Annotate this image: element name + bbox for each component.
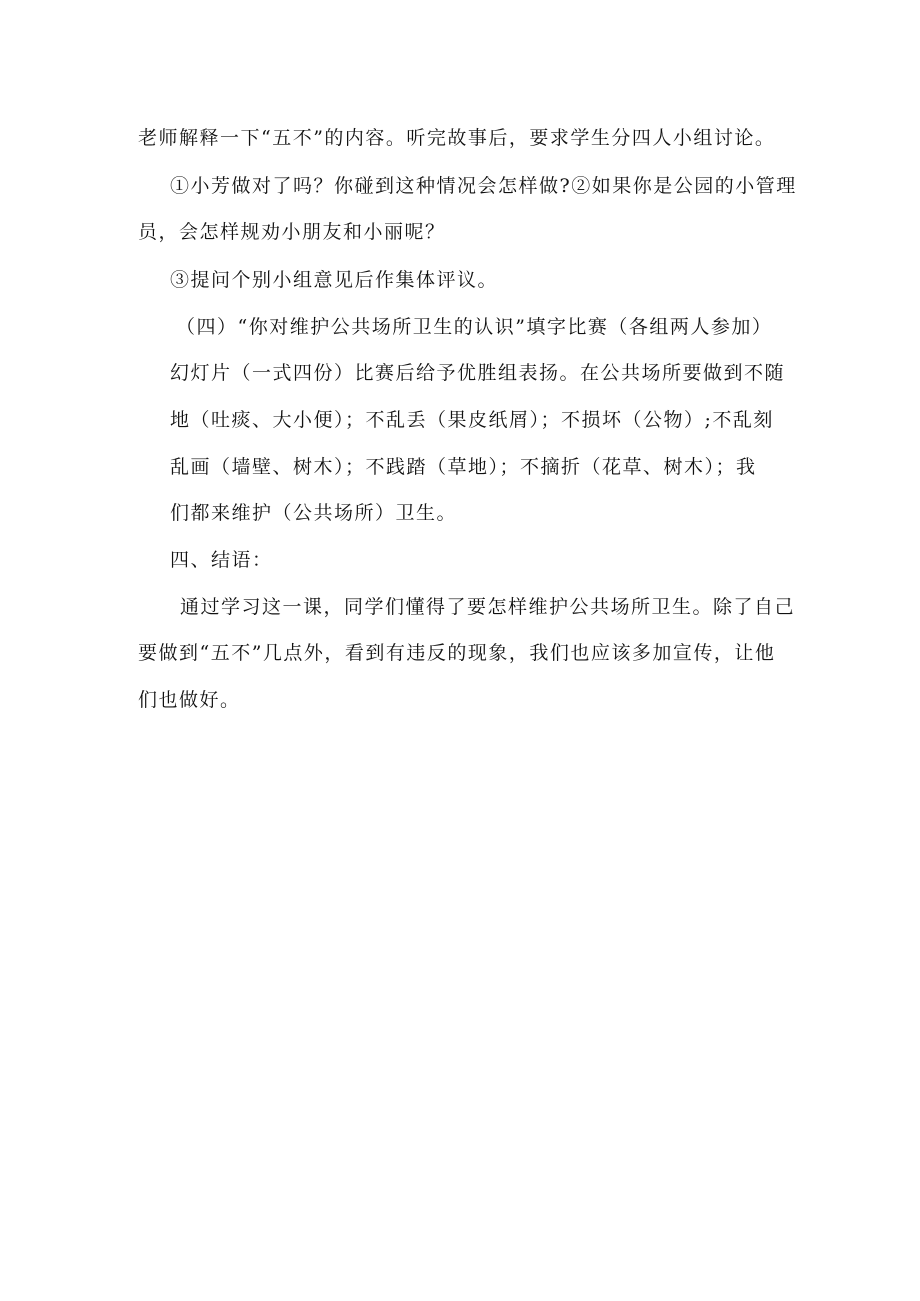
conclusion-line-3: 们也做好。 (138, 689, 241, 711)
conclusion-line-2: 要做到“五不”几点外，看到有违反的现象，我们也应该多加宣传，让他 (138, 642, 776, 664)
paragraph-line-3: 员，会怎样规劝小朋友和小丽呢？ (138, 221, 446, 243)
paragraph-line-2: ①小芳做对了吗？你碰到这种情况会怎样做?②如果你是公园的小管理 (170, 175, 797, 197)
paragraph-line-8: 乱画（墙壁、树木）；不践踏（草地）；不摘折（花草、树木）；我 (170, 456, 757, 478)
section-heading-four: （四）“你对维护公共场所卫生的认识”填字比赛（各组两人参加） (176, 316, 773, 338)
conclusion-line-1: 通过学习这一课，同学们懂得了要怎样维护公共场所卫生。除了自己 (180, 596, 796, 618)
conclusion-heading: 四、结语： (170, 549, 273, 571)
paragraph-line-9: 们都来维护（公共场所）卫生。 (170, 502, 458, 524)
paragraph-line-7: 地（吐痰、大小便）；不乱丢（果皮纸屑）；不损坏（公物）;不乱刻 (170, 409, 774, 431)
paragraph-line-4: ③提问个别小组意见后作集体评议。 (170, 269, 499, 291)
paragraph-line-1: 老师解释一下“五不”的内容。听完故事后，要求学生分四人小组讨论。 (138, 127, 776, 149)
paragraph-line-6: 幻灯片（一式四份）比赛后给予优胜组表扬。在公共场所要做到不随 (170, 362, 786, 384)
